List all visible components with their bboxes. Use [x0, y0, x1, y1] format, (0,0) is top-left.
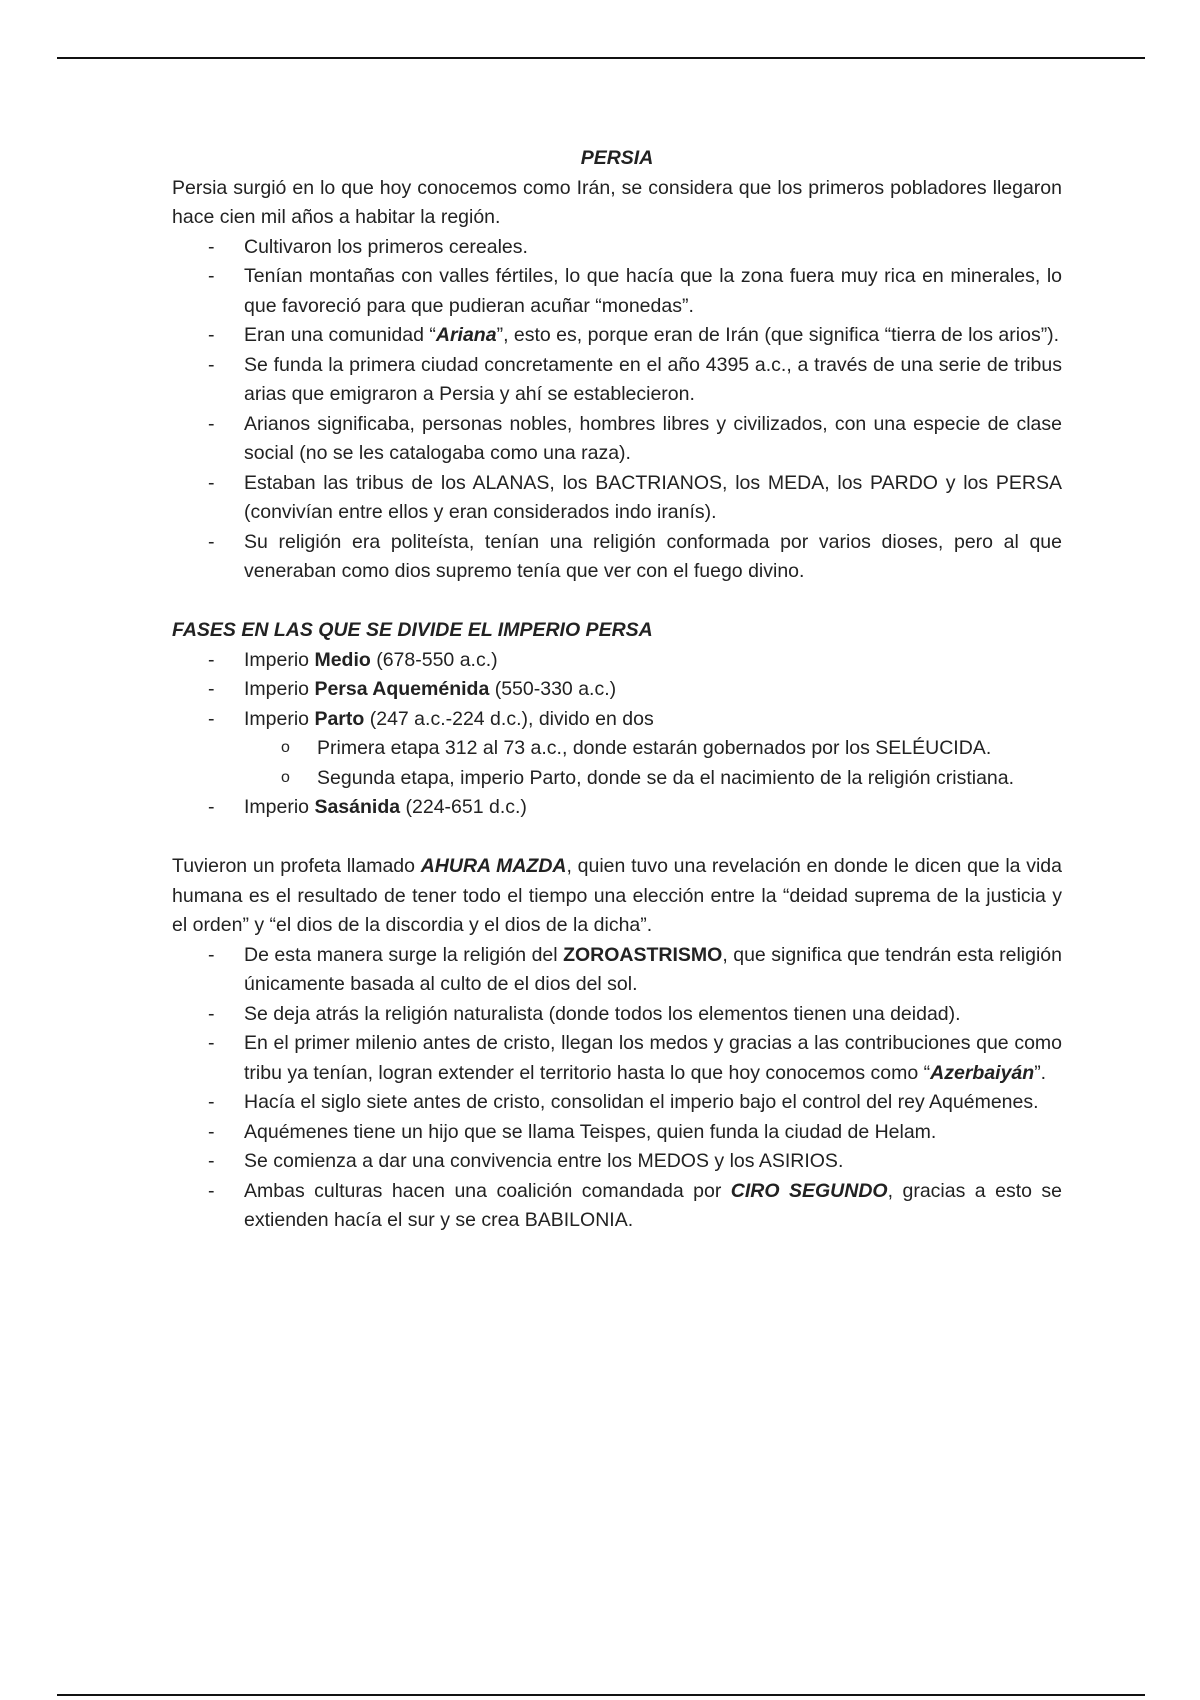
intro-paragraph: Persia surgió en lo que hoy conocemos como Irán, se considera que los primeros pobladores llegaron hace cien mil años a habitar la región.: [172, 176, 1062, 228]
header-rule: [57, 57, 1145, 59]
religion-list: [172, 941, 1062, 1236]
emphasis-text: Azerbaiyán: [930, 1061, 1035, 1084]
list-item: - Arianos significaba, personas nobles, hombres libres y civilizados, con una especie de clase social (no se les catalogaba como una raza).: [244, 410, 1062, 469]
list-item: - Tenían montañas con valles fértiles, lo que hacía que la zona fuera muy rica en minerales, lo que favoreció para que pudieran acuñar “monedas”.: [244, 262, 1062, 321]
list-item: - Imperio Sasánida (224-651 d.c.): [244, 793, 1062, 823]
phases-heading: FASES EN LAS QUE SE DIVIDE EL IMPERIO PERSA: [172, 619, 653, 641]
list-item: - Se comienza a dar una convivencia entre los MEDOS y los ASIRIOS.: [244, 1147, 1062, 1177]
list-item: - Cultivaron los primeros cereales.: [244, 233, 1062, 263]
list-item: - Se deja atrás la religión naturalista (donde todos los elementos tienen una deidad).: [244, 1000, 1062, 1030]
origins-list: [172, 233, 1062, 587]
sub-list-item: o Segunda etapa, imperio Parto, donde se da el nacimiento de la religión cristiana.: [317, 764, 1062, 794]
emphasis-text: Ariana: [435, 324, 497, 346]
list-item: - Imperio Parto (247 a.c.-224 d.c.), divido en dos o Primera etapa 312 al 73 a.c., donde estarán gobernados por los SELÉUCIDA. o Segunda etapa, imperio Parto, donde se da el nacimiento de la religión cristiana.: [244, 705, 1062, 794]
list-item: - De esta manera surge la religión del ZOROASTRISMO, que significa que tendrán esta religión únicamente basada al culto de el dios del sol.: [244, 941, 1062, 1000]
list-item: - Estaban las tribus de los ALANAS, los BACTRIANOS, los MEDA, los PARDO y los PERSA (convivían entre ellos y eran considerados indo iranís).: [244, 469, 1062, 528]
list-item: - Imperio Persa Aqueménida (550-330 a.c.): [244, 675, 1062, 705]
document-title: PERSIA: [580, 147, 654, 169]
emphasis-text: CIRO SEGUNDO: [730, 1179, 888, 1202]
list-item: - En el primer milenio antes de cristo, llegan los medos y gracias a las contribuciones que como tribu ya tenían, logran extender el territorio hasta lo que hoy conocemos como “Azerbaiyán”.: [244, 1029, 1062, 1088]
list-item: - Ambas culturas hacen una coalición comandada por CIRO SEGUNDO, gracias a esto se extienden hacía el sur y se crea BABILONIA.: [244, 1177, 1062, 1236]
list-item: - Eran una comunidad “Ariana”, esto es, porque eran de Irán (que significa “tierra de los arios”).: [244, 321, 1062, 351]
list-item: - Aquémenes tiene un hijo que se llama Teispes, quien funda la ciudad de Helam.: [244, 1118, 1062, 1148]
document-page: [172, 144, 1062, 1236]
sub-list: [244, 734, 1062, 793]
emphasis-text: AHURA MAZDA: [420, 855, 567, 877]
sub-list-item: o Primera etapa 312 al 73 a.c., donde estarán gobernados por los SELÉUCIDA.: [317, 734, 1062, 764]
list-item: - Hacía el siglo siete antes de cristo, consolidan el imperio bajo el control del rey Aquémenes.: [244, 1088, 1062, 1118]
list-item: - Se funda la primera ciudad concretamente en el año 4395 a.c., a través de una serie de tribus arias que emigraron a Persia y ahí se establecieron.: [244, 351, 1062, 410]
phases-list: [172, 646, 1062, 823]
footer-rule: [57, 1694, 1145, 1696]
list-item: - Su religión era politeísta, tenían una religión conformada por varios dioses, pero al que veneraban como dios supremo tenía que ver con el fuego divino.: [244, 528, 1062, 587]
list-item: - Imperio Medio (678-550 a.c.): [244, 646, 1062, 676]
prophet-paragraph: Tuvieron un profeta llamado AHURA MAZDA, quien tuvo una revelación en donde le dicen que la vida humana es el resultado de tener todo el tiempo una elección entre la “deidad suprema de la justicia y el orden” y “el dios de la discordia y el dios de la dicha”.: [172, 855, 1062, 936]
